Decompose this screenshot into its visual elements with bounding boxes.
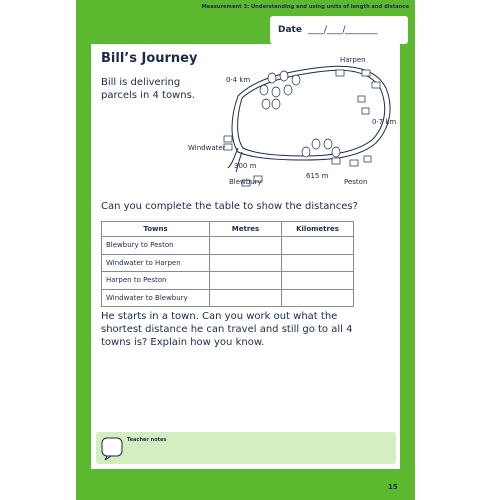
table-row xyxy=(102,272,354,290)
kilometres-input-cell[interactable] xyxy=(282,254,354,272)
intro-text: Bill is delivering parcels in 4 towns. xyxy=(101,77,195,101)
question-complete-table: Can you complete the table to show the distances? xyxy=(101,201,358,212)
distance-label-blewbury-peston: 615 m xyxy=(306,172,329,180)
table-row xyxy=(102,237,354,255)
column-header-towns: Towns xyxy=(102,222,210,237)
towns-cell: Harpen to Peston xyxy=(102,272,210,290)
distance-label-windwater-blewbury: 300 m xyxy=(234,162,257,170)
worksheet-body xyxy=(91,44,400,469)
date-label: Date xyxy=(278,25,302,35)
worksheet-page xyxy=(76,0,415,500)
towns-cell: Windwater to Blewbury xyxy=(102,289,210,307)
table-row xyxy=(102,289,354,307)
question-shortest-distance: He starts in a town. Can you work out what the shortest distance he can travel and still go to all 4 towns is? Explain how you know. xyxy=(101,311,353,349)
kilometres-input-cell[interactable] xyxy=(282,237,354,255)
towns-cell: Windwater to Harpen xyxy=(102,254,210,272)
metres-input-cell[interactable] xyxy=(210,237,282,255)
metres-input-cell[interactable] xyxy=(210,254,282,272)
column-header-kilometres: Kilometres xyxy=(282,222,354,237)
metres-input-cell[interactable] xyxy=(210,272,282,290)
kilometres-input-cell[interactable] xyxy=(282,289,354,307)
trees xyxy=(260,71,340,157)
kilometres-input-cell[interactable] xyxy=(282,272,354,290)
column-header-metres: Metres xyxy=(210,222,282,237)
speech-bubble-icon xyxy=(101,436,123,460)
town-label-windwater: Windwater xyxy=(188,144,226,152)
town-label-peston: Peston xyxy=(344,178,368,186)
table-row xyxy=(102,254,354,272)
date-field[interactable] xyxy=(270,16,408,44)
map-illustration xyxy=(176,48,400,198)
distance-label-windwater-harpen: 0·4 km xyxy=(226,76,251,84)
table-header-row xyxy=(102,222,354,237)
town-label-blewbury: Blewbury xyxy=(229,178,262,186)
journey-map xyxy=(176,48,400,198)
date-input-lines[interactable]: ____/____/________ xyxy=(307,25,378,35)
distance-table xyxy=(101,221,354,307)
town-label-harpen: Harpen xyxy=(340,56,366,64)
strand-header: Measurement 3: Understanding and using units of length and distance xyxy=(201,4,409,10)
worksheet-title: Bill’s Journey xyxy=(101,51,198,66)
teacher-notes-label: Teacher notes xyxy=(127,437,167,443)
metres-input-cell[interactable] xyxy=(210,289,282,307)
distance-label-harpen-peston: 0·7 km xyxy=(372,118,397,126)
teacher-notes-box[interactable] xyxy=(96,432,396,464)
page-number: 15 xyxy=(388,483,398,491)
towns-cell: Blewbury to Peston xyxy=(102,237,210,255)
